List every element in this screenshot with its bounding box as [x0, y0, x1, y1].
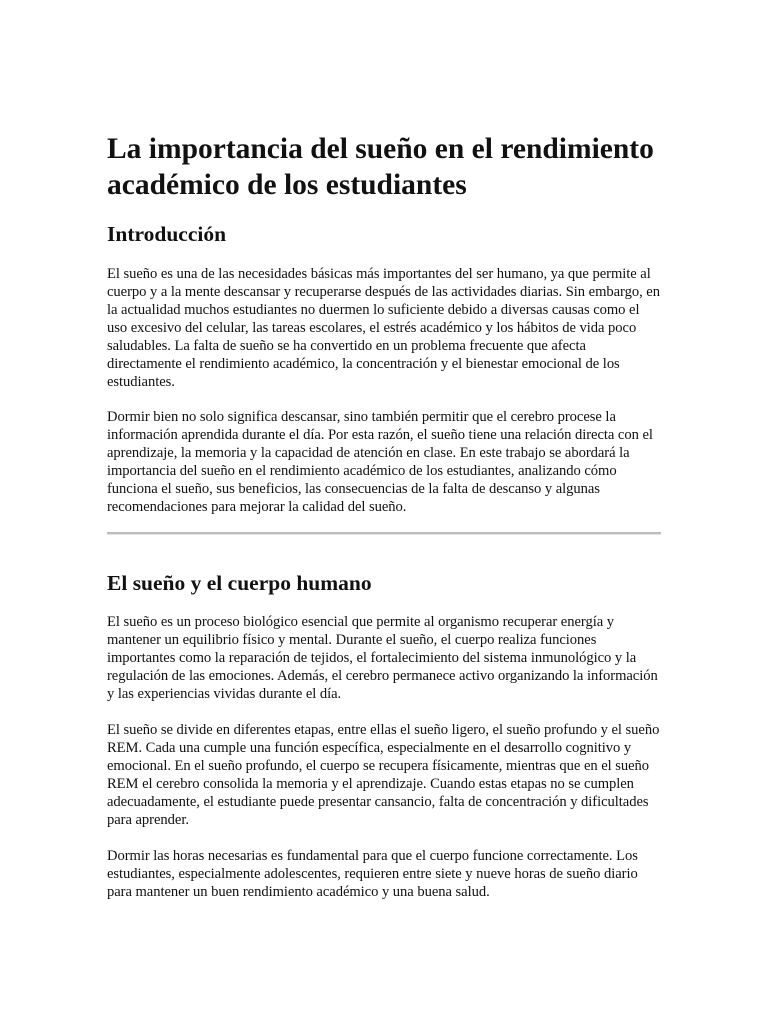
- section-heading-introduccion: Introducción: [107, 222, 227, 246]
- paragraph: Dormir las horas necesarias es fundamental para que el cuerpo funcione correctamente. Los estudiantes, especialmente adolescentes, requieren entre siete y nueve horas de sueño diario para mantener un buen rendimiento académico y una buena salud.: [107, 848, 638, 900]
- horizontal-divider: [107, 532, 661, 535]
- paragraph: El sueño se divide en diferentes etapas, entre ellas el sueño ligero, el sueño profundo y el sueño REM. Cada una cumple una función específica, especialmente en el desarrollo cognitivo y emocional. En el sueño profundo, el cuerpo se recupera físicamente, mientras que en el sueño REM el cerebro consolida la memoria y el aprendizaje. Cuando estas etapas no se cumplen adecuadamente, el estudiante puede presentar cansancio, falta de concentración y dificultades para aprender.: [107, 722, 660, 828]
- paragraph: El sueño es una de las necesidades básicas más importantes del ser humano, ya que permite al cuerpo y a la mente descansar y recuperarse después de las actividades diarias. Sin embargo, en la actualidad muchos estudiantes no duermen lo suficiente debido a diversas causas como el uso excesivo del celular, las tareas escolares, el estrés académico y los hábitos de vida poco saludables. La falta de sueño se ha convertido en un problema frecuente que afecta directamente el rendimiento académico, la concentración y el bienestar emocional de los estudiantes.: [107, 266, 660, 390]
- document-title: La importancia del sueño en el rendimiento académico de los estudiantes: [107, 133, 654, 201]
- section-heading-sueno-cuerpo: El sueño y el cuerpo humano: [107, 571, 372, 595]
- paragraph: El sueño es un proceso biológico esencial que permite al organismo recuperar energía y mantener un equilibrio físico y mental. Durante el sueño, el cuerpo realiza funciones importantes como la reparación de tejidos, el fortalecimiento del sistema inmunológico y la regulación de las emociones. Además, el cerebro permanece activo organizando la información y las experiencias vividas durante el día.: [107, 614, 658, 702]
- paragraph: Dormir bien no solo significa descansar, sino también permitir que el cerebro procese la información aprendida durante el día. Por esta razón, el sueño tiene una relación directa con el aprendizaje, la memoria y la capacidad de atención en clase. En este trabajo se abordará la importancia del sueño en el rendimiento académico de los estudiantes, analizando cómo funciona el sueño, sus beneficios, las consecuencias de la falta de descanso y algunas recomendaciones para mejorar la calidad del sueño.: [107, 409, 653, 515]
